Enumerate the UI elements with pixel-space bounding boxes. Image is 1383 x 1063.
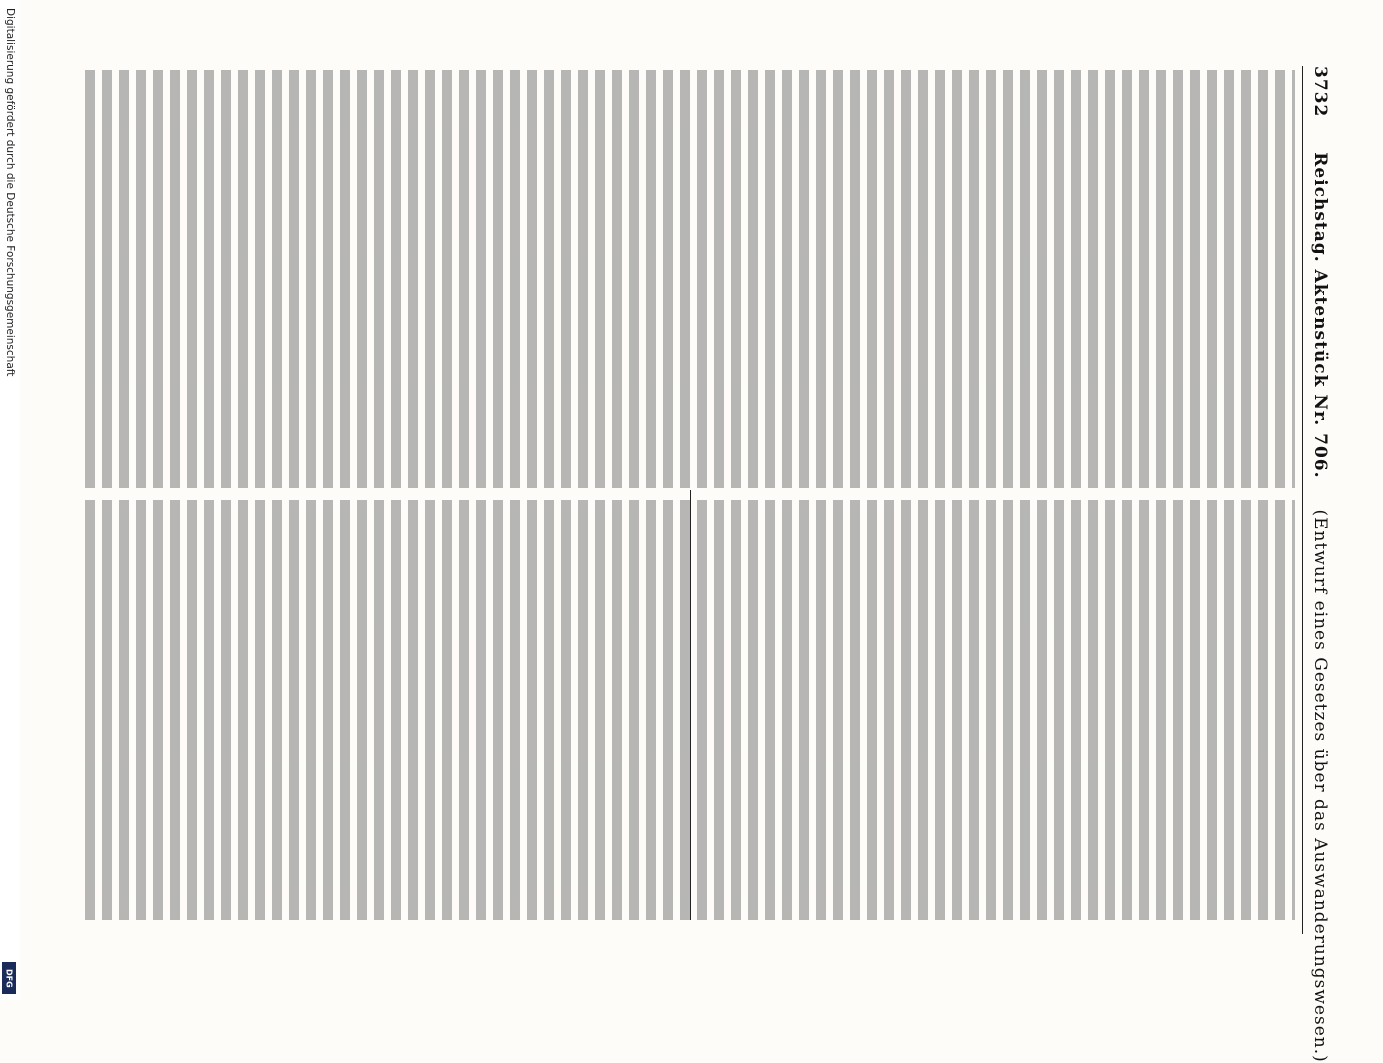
header-rule (1302, 66, 1303, 934)
running-head (1310, 66, 1330, 1063)
text-column-left (85, 70, 1295, 488)
running-head-subtitle: (Entwurf eines Gesetzes über das Auswanderungswesen.) (1310, 509, 1330, 1063)
dfg-logo (2, 962, 16, 994)
running-head-title: Reichstag. Aktenstück Nr. 706. (1310, 152, 1330, 479)
text-column-right (85, 500, 1295, 920)
page-number: 3732 (1310, 66, 1330, 118)
dfg-logo-text: DFG (4, 968, 14, 988)
digitization-credit: Digitalisierung gefördert durch die Deutsche Forschungsgemeinschaft (4, 8, 16, 377)
